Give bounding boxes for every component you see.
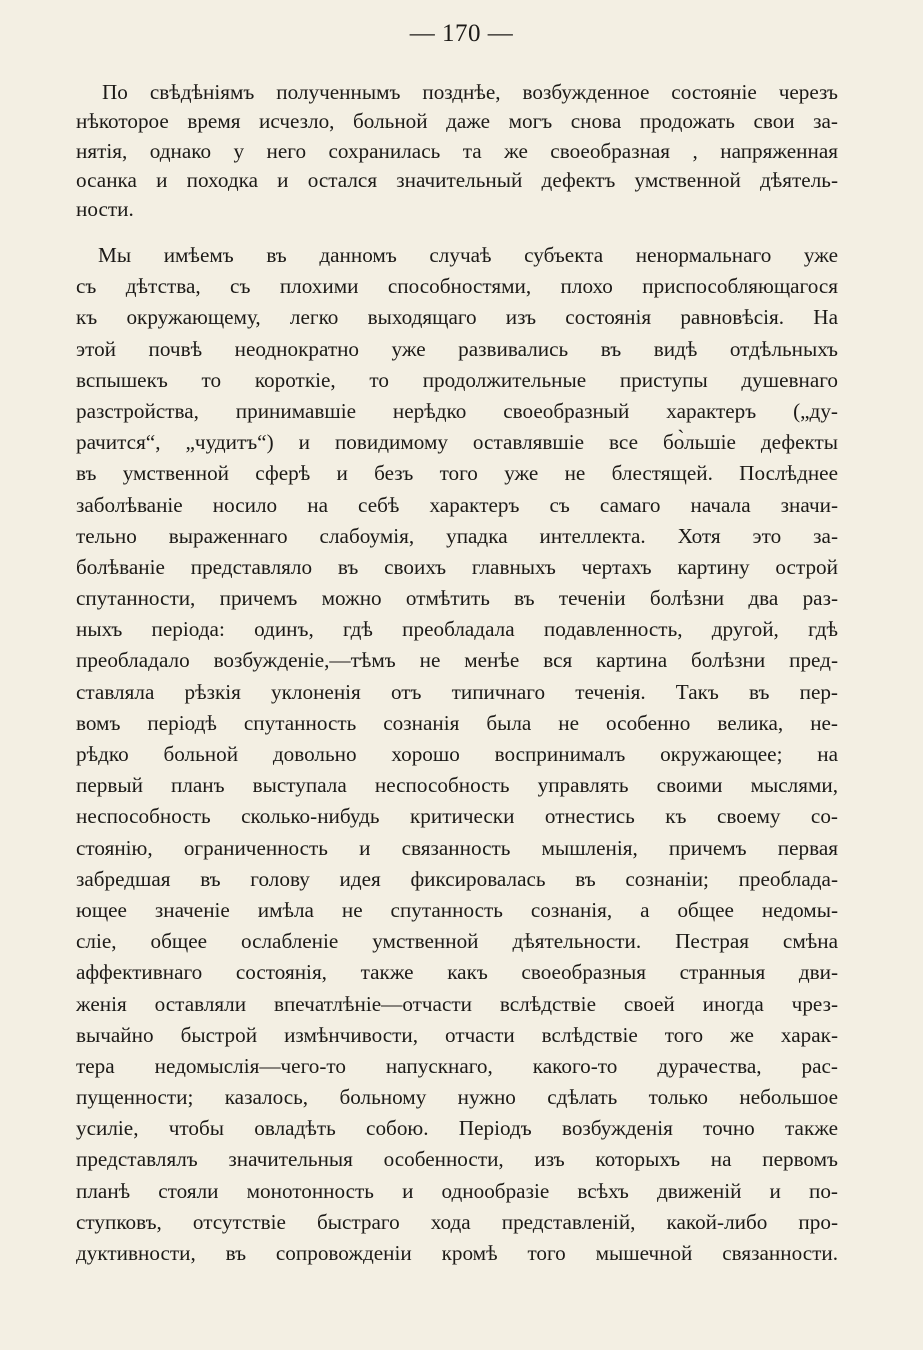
paragraph-line: пущенности; казалось, больному нужно сдѣлать только небольшое <box>76 1085 838 1110</box>
paragraph-line: нѣкоторое время исчезло, больной даже могъ снова продожать свои за- <box>76 109 838 134</box>
paragraph-line: сліе, общее ослабленіе умственной дѣятельности. Пестрая смѣна <box>76 929 838 954</box>
paragraph-1 <box>76 78 838 224</box>
paragraph-line: ставляла рѣзкія уклоненія отъ типичнаго теченія. Такъ въ пер- <box>76 679 838 704</box>
paragraph-line: въ умственной сферѣ и безъ того уже не блестящей. Послѣднее <box>76 461 838 486</box>
paragraph-line: вычайно быстрой измѣнчивости, отчасти вслѣдствіе того же харак- <box>76 1022 838 1047</box>
paragraph-line: этой почвѣ неоднократно уже развивались въ видѣ отдѣльныхъ <box>76 336 838 361</box>
paragraph-line: спутанности, причемъ можно отмѣтить въ теченіи болѣзни два раз- <box>76 586 838 611</box>
paragraph-line: вспышекъ то короткіе, то продолжительные приступы душевнаго <box>76 367 838 392</box>
paragraph-line: неспособность сколько-нибудь критически отнестись къ своему со- <box>76 804 838 829</box>
paragraph-line: аффективнаго состоянія, также какъ своеобразныя странныя дви- <box>76 960 838 985</box>
paragraph-line: ныхъ періода: одинъ, гдѣ преобладала подавленность, другой, гдѣ <box>76 617 838 642</box>
paragraph-line: тельно выраженнаго слабоумія, упадка интеллекта. Хотя это за- <box>76 523 838 548</box>
page-number: — 170 — <box>409 20 514 47</box>
paragraph-line: заболѣваніе носило на себѣ характеръ съ самаго начала значи- <box>76 492 838 517</box>
paragraph-line: женія оставляли впечатлѣніе—отчасти вслѣдствіе своей иногда чрез- <box>76 991 838 1016</box>
paragraph-line: Мы имѣемъ въ данномъ случаѣ субъекта ненормальнаго уже <box>98 243 838 267</box>
paragraph-line: усиліе, чтобы овладѣть собою. Періодъ возбужденія точно также <box>76 1116 838 1141</box>
paragraph-line: забредшая въ голову идея фиксировалась въ сознаніи; преоблада- <box>76 866 838 891</box>
paragraph-line: первый планъ выступала неспособность управлять своими мыслями, <box>76 773 838 798</box>
paragraph-line: тера недомыслія—чего-то напускнаго, какого-то дурачества, рас- <box>76 1053 838 1078</box>
paragraph-line: нятія, однако у него сохранилась та же своеобразная , напряженная <box>76 138 838 163</box>
paragraph-line: разстройства, принимавшіе нерѣдко своеобразный характеръ („ду- <box>76 398 838 423</box>
paragraph-line: осанка и походка и остался значительный дефектъ умственной дѣятель- <box>76 167 838 192</box>
paragraph-line: ности. <box>76 197 134 222</box>
paragraph-line: ступковъ, отсутствіе быстраго хода представленій, какой-либо про- <box>76 1209 838 1234</box>
paragraph-line: преобладало возбужденіе,—тѣмъ не менѣе вся картина болѣзни пред- <box>76 648 838 673</box>
paragraph-line: вомъ періодѣ спутанность сознанія была не особенно велика, не- <box>76 710 838 735</box>
paragraph-line: планѣ стояли монотонность и однообразіе всѣхъ движеній и по- <box>76 1178 838 1203</box>
paragraph-2 <box>76 240 838 1269</box>
paragraph-line: дуктивности, въ сопровожденіи кромѣ того мышечной связанности. <box>76 1241 838 1265</box>
paragraph-line: къ окружающему, легко выходящаго изъ состоянія равновѣсія. На <box>76 305 838 330</box>
paragraph-line: рѣдко больной довольно хорошо воспринималъ окружающее; на <box>76 742 838 766</box>
paragraph-line: рачится“, „чудитъ“) и повидимому оставлявшіе все бо̀льшіе дефекты <box>76 430 838 455</box>
paragraph-line: ющее значеніе имѣла не спутанность сознанія, а общее недомы- <box>76 897 838 922</box>
paragraph-line: представлялъ значительныя особенности, изъ которыхъ на первомъ <box>76 1147 838 1172</box>
paragraph-line: стоянію, ограниченность и связанность мышленія, причемъ первая <box>76 835 838 860</box>
paragraph-line: съ дѣтства, съ плохими способностями, плохо приспособляющагося <box>76 274 838 299</box>
paragraph-line: болѣваніе представляло въ своихъ главныхъ чертахъ картину острой <box>76 554 838 579</box>
paragraph-line: По свѣдѣніямъ полученнымъ позднѣе, возбужденное состояніе черезъ <box>102 80 838 104</box>
